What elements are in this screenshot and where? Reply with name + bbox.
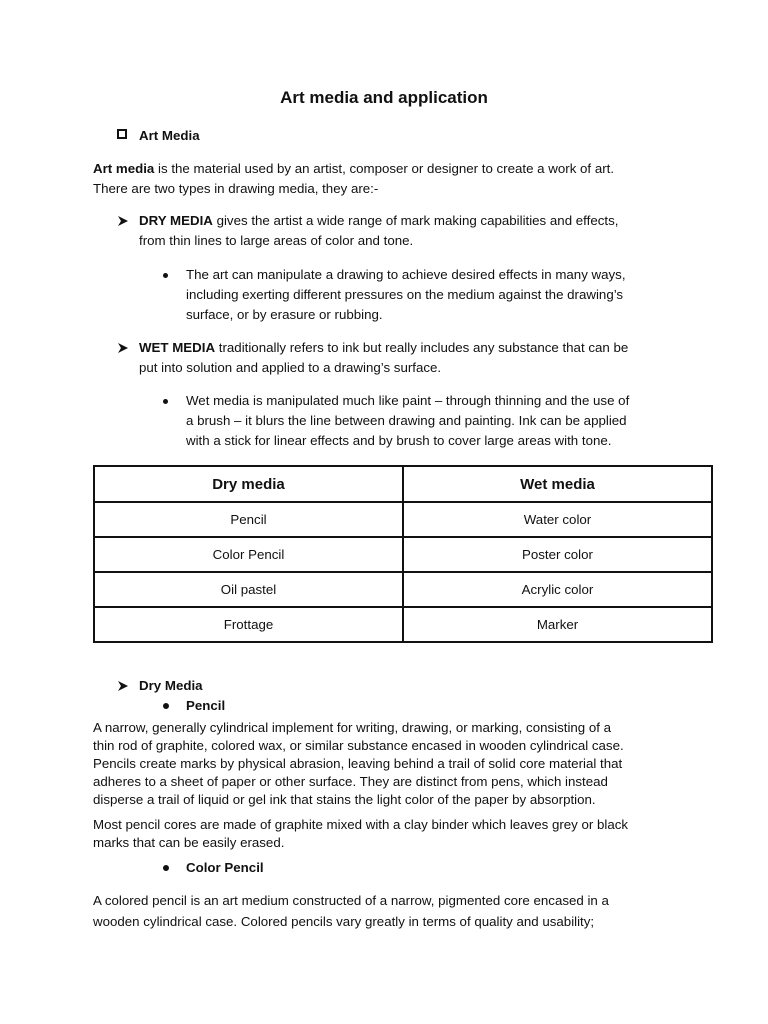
pencil-para1-line-1: A narrow, generally cylindrical implement for writing, drawing, or marking, consisting of a — [93, 720, 612, 735]
wet-media-line-1-rest: traditionally refers to ink but really includes any substance that can be — [215, 340, 629, 355]
table-cell: Poster color — [403, 537, 712, 572]
table-row — [94, 537, 712, 572]
table-cell: Marker — [403, 607, 712, 642]
wet-bullet-line-2: a brush – it blurs the line between drawing and painting. Ink can be applied — [186, 413, 627, 428]
bullet-dot-icon — [163, 399, 168, 404]
dry-media-line-1-rest: gives the artist a wide range of mark making capabilities and effects, — [212, 213, 619, 228]
dry-bullet-line-3: surface, or by erasure or rubbing. — [186, 307, 383, 322]
table-row — [94, 572, 712, 607]
table-cell: Pencil — [94, 502, 403, 537]
wet-media-line-1 — [139, 338, 739, 358]
media-comparison-table — [93, 465, 713, 643]
table-cell: Color Pencil — [94, 537, 403, 572]
arrow-bullet-icon — [117, 680, 129, 692]
arrow-bullet-icon — [117, 215, 129, 227]
bullet-dot-icon — [163, 703, 169, 709]
table-header-row — [94, 466, 712, 502]
arrow-bullet-icon — [117, 342, 129, 354]
table-header-dry: Dry media — [94, 466, 403, 502]
dry-bullet-line-2: including exerting different pressures on the medium against the drawing’s — [186, 287, 624, 302]
table-cell: Frottage — [94, 607, 403, 642]
intro-line-1-rest: is the material used by an artist, composer or designer to create a work of art. — [154, 161, 615, 176]
section-heading-art-media: Art Media — [139, 128, 200, 143]
color-pencil-line-1: A colored pencil is an art medium constructed of a narrow, pigmented core encased in a — [93, 893, 609, 908]
intro-bold-term: Art media — [93, 161, 155, 176]
wet-bullet-line-3: with a stick for linear effects and by brush to cover large areas with tone. — [186, 433, 612, 448]
intro-line-2: There are two types in drawing media, they are:- — [93, 181, 379, 196]
bullet-dot-icon — [163, 273, 168, 278]
table-row — [94, 502, 712, 537]
dry-media-heading: Dry Media — [139, 678, 203, 693]
pencil-label: Pencil — [186, 698, 226, 713]
intro-line-1 — [93, 159, 733, 179]
dry-media-line-1 — [139, 211, 739, 231]
table-cell: Oil pastel — [94, 572, 403, 607]
pencil-para1-line-3: Pencils create marks by physical abrasion, leaving behind a trail of solid core material that — [93, 756, 623, 771]
wet-bullet-line-1: Wet media is manipulated much like paint – through thinning and the use of — [186, 393, 630, 408]
pencil-para1-line-2: thin rod of graphite, colored wax, or similar substance encased in wooden cylindrical case. — [93, 738, 624, 753]
color-pencil-line-2: wooden cylindrical case. Colored pencils vary greatly in terms of quality and usability; — [93, 914, 595, 929]
pencil-para2-line-1: Most pencil cores are made of graphite mixed with a clay binder which leaves grey or black — [93, 817, 629, 832]
pencil-para1-line-4: adheres to a sheet of paper or other surface. They are distinct from pens, which instead — [93, 774, 608, 789]
table-header-wet: Wet media — [403, 466, 712, 502]
wet-media-line-2: put into solution and applied to a drawing’s surface. — [139, 360, 442, 375]
dry-bullet-line-1: The art can manipulate a drawing to achieve desired effects in many ways, — [186, 267, 626, 282]
dry-media-label: DRY MEDIA — [139, 213, 213, 228]
table-row — [94, 607, 712, 642]
wet-media-label: WET MEDIA — [139, 340, 216, 355]
bullet-dot-icon — [163, 865, 169, 871]
pencil-para1-line-5: disperse a trail of liquid or gel ink that stains the light color of the paper by absorption. — [93, 792, 596, 807]
dry-media-line-2: from thin lines to large areas of color and tone. — [139, 233, 414, 248]
table-cell: Water color — [403, 502, 712, 537]
table-cell: Acrylic color — [403, 572, 712, 607]
page-title: Art media and application — [280, 88, 488, 107]
checkbox-icon — [117, 129, 127, 139]
color-pencil-label: Color Pencil — [186, 860, 264, 875]
pencil-para2-line-2: marks that can be easily erased. — [93, 835, 285, 850]
